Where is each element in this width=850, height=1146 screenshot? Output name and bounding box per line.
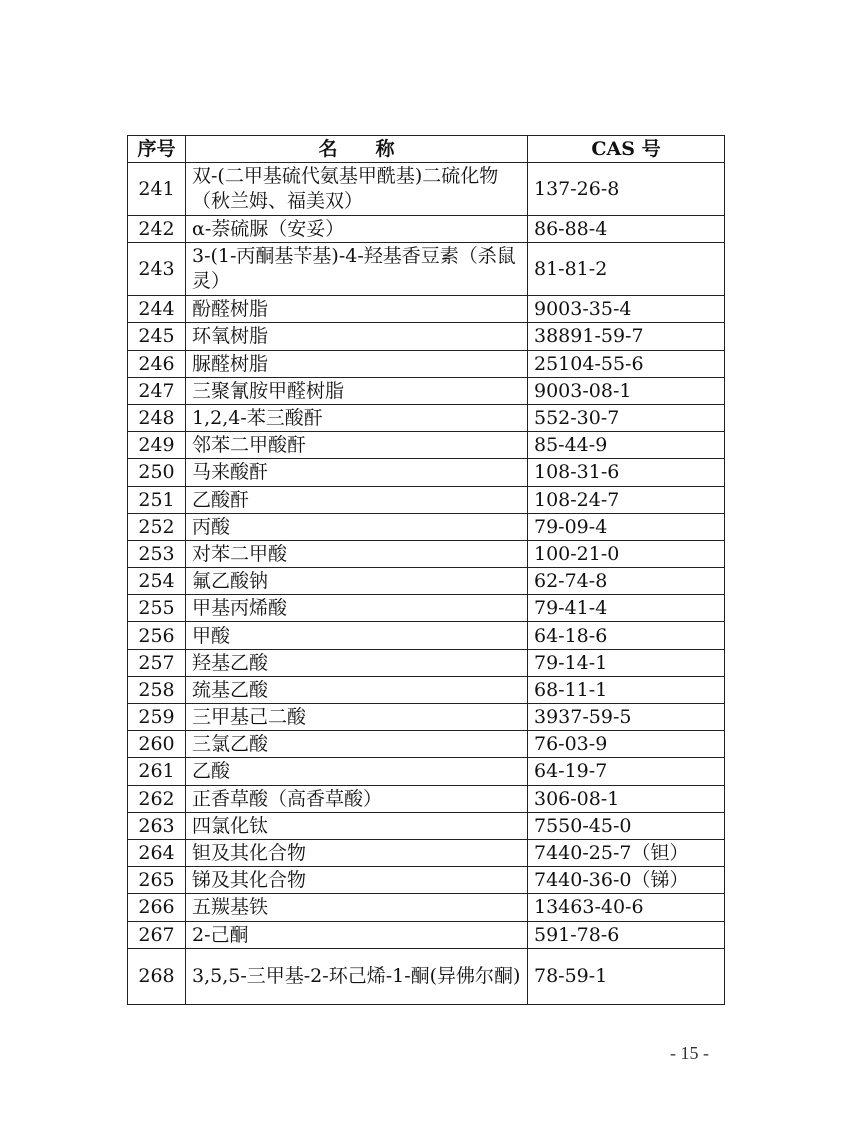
row-index: 260 (128, 731, 186, 758)
table-row (128, 350, 725, 377)
row-cas: 64-19-7 (528, 758, 725, 785)
row-name: 1,2,4-苯三酸酐 (186, 404, 528, 431)
table-header-row (128, 136, 725, 163)
row-name: 2-己酮 (186, 921, 528, 948)
row-index: 244 (128, 296, 186, 323)
table-row (128, 839, 725, 866)
row-name: 马来酸酐 (186, 459, 528, 486)
row-name: 三氯乙酸 (186, 731, 528, 758)
row-cas: 79-14-1 (528, 649, 725, 676)
row-cas: 100-21-0 (528, 540, 725, 567)
substance-table (127, 135, 725, 1005)
row-name: 邻苯二甲酸酐 (186, 432, 528, 459)
row-cas: 86-88-4 (528, 216, 725, 243)
row-index: 252 (128, 513, 186, 540)
table-row (128, 404, 725, 431)
page-number: - 15 - (670, 1043, 709, 1063)
table-row (128, 676, 725, 703)
row-cas: 108-31-6 (528, 459, 725, 486)
table-row (128, 948, 725, 1004)
header-name: 名 称 (186, 136, 528, 163)
row-index: 257 (128, 649, 186, 676)
row-name: 3,5,5-三甲基-2-环己烯-1-酮(异佛尔酮) (186, 948, 528, 1004)
table-row (128, 486, 725, 513)
row-cas: 76-03-9 (528, 731, 725, 758)
header-cas: CAS 号 (528, 136, 725, 163)
row-index: 253 (128, 540, 186, 567)
row-cas: 306-08-1 (528, 785, 725, 812)
row-cas: 79-41-4 (528, 595, 725, 622)
row-index: 247 (128, 377, 186, 404)
row-name: 五羰基铁 (186, 894, 528, 921)
row-cas: 64-18-6 (528, 622, 725, 649)
table-row (128, 323, 725, 350)
table-row (128, 649, 725, 676)
table-row (128, 432, 725, 459)
row-index: 246 (128, 350, 186, 377)
table-row (128, 758, 725, 785)
row-index: 249 (128, 432, 186, 459)
row-name: 羟基乙酸 (186, 649, 528, 676)
row-cas: 81-81-2 (528, 243, 725, 296)
row-cas: 13463-40-6 (528, 894, 725, 921)
row-name: 氟乙酸钠 (186, 568, 528, 595)
table-row (128, 595, 725, 622)
row-name: 锑及其化合物 (186, 867, 528, 894)
row-index: 256 (128, 622, 186, 649)
row-name: 三甲基己二酸 (186, 704, 528, 731)
row-cas: 3937-59-5 (528, 704, 725, 731)
table-row (128, 513, 725, 540)
row-name: 脲醛树脂 (186, 350, 528, 377)
row-name: 甲酸 (186, 622, 528, 649)
row-cas: 62-74-8 (528, 568, 725, 595)
row-cas: 25104-55-6 (528, 350, 725, 377)
table-row (128, 894, 725, 921)
row-index: 251 (128, 486, 186, 513)
row-index: 264 (128, 839, 186, 866)
table-row (128, 867, 725, 894)
row-cas: 78-59-1 (528, 948, 725, 1004)
row-index: 245 (128, 323, 186, 350)
row-index: 262 (128, 785, 186, 812)
header-index: 序号 (128, 136, 186, 163)
row-cas: 68-11-1 (528, 676, 725, 703)
row-name: 双-(二甲基硫代氨基甲酰基)二硫化物（秋兰姆、福美双） (186, 163, 528, 216)
table-row (128, 785, 725, 812)
table-row (128, 243, 725, 296)
row-cas: 9003-08-1 (528, 377, 725, 404)
row-cas: 9003-35-4 (528, 296, 725, 323)
table-row (128, 216, 725, 243)
table-row (128, 622, 725, 649)
row-cas: 552-30-7 (528, 404, 725, 431)
row-cas: 85-44-9 (528, 432, 725, 459)
row-name: 乙酸酐 (186, 486, 528, 513)
table-row (128, 377, 725, 404)
row-name: α-萘硫脲（安妥） (186, 216, 528, 243)
table-row (128, 540, 725, 567)
row-cas: 591-78-6 (528, 921, 725, 948)
row-cas: 7440-25-7（钽） (528, 839, 725, 866)
row-cas: 7440-36-0（锑） (528, 867, 725, 894)
row-index: 242 (128, 216, 186, 243)
table-row (128, 731, 725, 758)
row-name: 对苯二甲酸 (186, 540, 528, 567)
row-name: 3-(1-丙酮基苄基)-4-羟基香豆素（杀鼠灵） (186, 243, 528, 296)
row-index: 250 (128, 459, 186, 486)
row-index: 254 (128, 568, 186, 595)
row-name: 三聚氰胺甲醛树脂 (186, 377, 528, 404)
row-cas: 7550-45-0 (528, 812, 725, 839)
row-name: 甲基丙烯酸 (186, 595, 528, 622)
row-index: 265 (128, 867, 186, 894)
row-cas: 79-09-4 (528, 513, 725, 540)
table-row (128, 163, 725, 216)
row-name: 四氯化钛 (186, 812, 528, 839)
row-name: 环氧树脂 (186, 323, 528, 350)
row-name: 酚醛树脂 (186, 296, 528, 323)
row-index: 268 (128, 948, 186, 1004)
table-row (128, 704, 725, 731)
row-cas: 137-26-8 (528, 163, 725, 216)
table-row (128, 921, 725, 948)
row-index: 266 (128, 894, 186, 921)
row-name: 乙酸 (186, 758, 528, 785)
row-cas: 108-24-7 (528, 486, 725, 513)
row-index: 261 (128, 758, 186, 785)
table-row (128, 812, 725, 839)
table-body (128, 163, 725, 1005)
row-name: 正香草酸（高香草酸） (186, 785, 528, 812)
row-index: 248 (128, 404, 186, 431)
row-index: 255 (128, 595, 186, 622)
row-index: 267 (128, 921, 186, 948)
row-index: 241 (128, 163, 186, 216)
table-row (128, 459, 725, 486)
table-row (128, 568, 725, 595)
row-index: 263 (128, 812, 186, 839)
row-index: 259 (128, 704, 186, 731)
table-row (128, 296, 725, 323)
row-index: 243 (128, 243, 186, 296)
row-name: 丙酸 (186, 513, 528, 540)
row-index: 258 (128, 676, 186, 703)
row-name: 钽及其化合物 (186, 839, 528, 866)
row-cas: 38891-59-7 (528, 323, 725, 350)
row-name: 巯基乙酸 (186, 676, 528, 703)
